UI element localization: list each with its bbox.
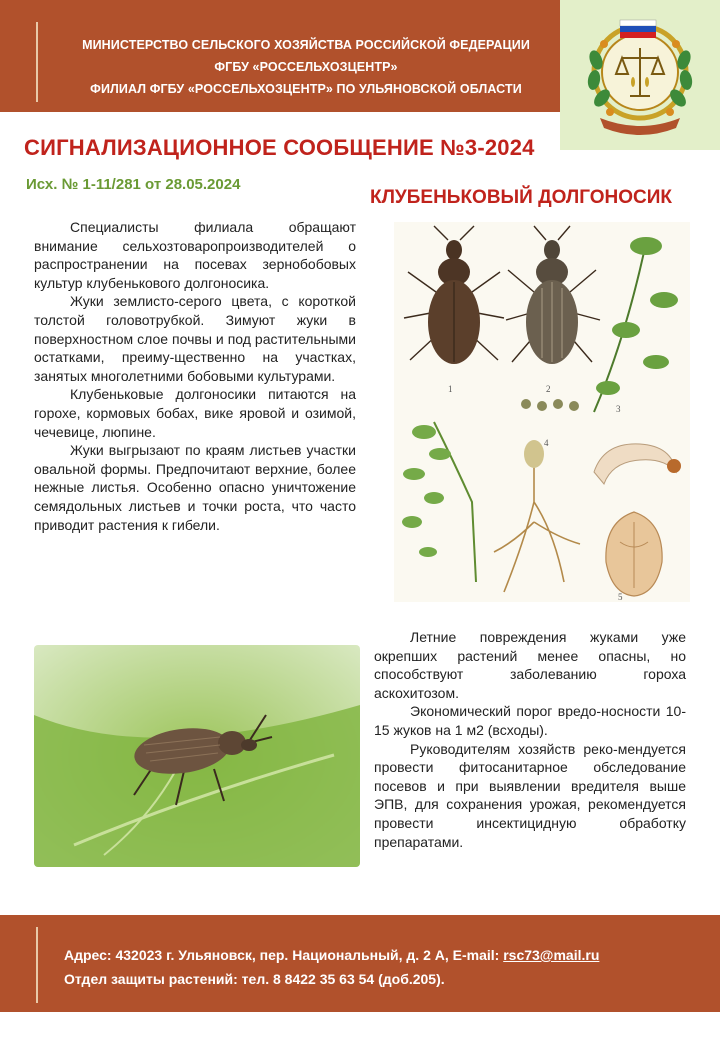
weevil-adult-1-icon — [404, 226, 504, 394]
figure-label-3: 3 — [616, 404, 621, 414]
eggs-icon — [521, 399, 579, 411]
pest-title: КЛУБЕНЬКОВЫЙ ДОЛГОНОСИК — [370, 187, 673, 208]
footer-divider — [36, 927, 38, 1003]
seedling-roots-icon — [402, 422, 580, 592]
russian-flag-icon — [620, 20, 656, 38]
pest-illustration-plate — [394, 222, 690, 602]
body-text-right — [374, 628, 686, 851]
figure-label-5: 5 — [618, 592, 623, 602]
header-organization — [46, 34, 566, 100]
weevil-photo — [34, 645, 360, 867]
paragraph-summer-damage: Летние повреждения жуками уже окрепших растений менее опасны, но способствуют заболеванию гороха аскохитозом. — [374, 629, 686, 701]
figure-label-2: 2 — [546, 384, 551, 394]
phone-line: Отдел защиты растений: тел. 8 8422 35 63 54 (доб.205). — [64, 971, 445, 987]
paragraph-damage: Жуки выгрызают по краям листьев участки овальной формы. Предпочитают верхние, более нежные листья. Особенно опасно уничтожение семядольных листьев и точки роста, что часто приводит растения к гибели. — [34, 442, 356, 533]
figure-label-4: 4 — [544, 438, 549, 448]
figure-label-1: 1 — [448, 384, 453, 394]
address-line — [64, 943, 599, 967]
paragraph-description: Жуки землисто-серого цвета, с короткой толстой головотрубкой. Зимуют жуки в поверхностном слое почвы и под растительными остатками, преиму-щественно на участках, занятых многолетними бобовыми культурами. — [34, 293, 356, 384]
pupa-icon — [606, 512, 662, 602]
reference-number: Исх. № 1-11/281 от 28.05.2024 — [26, 176, 241, 193]
damaged-leaf-sprig-icon — [594, 237, 678, 414]
paragraph-hosts: Клубеньковые долгоносики питаются на горохе, кормовых бобах, вике яровой и озимой, чечевице, люпине. — [34, 386, 356, 440]
header-ministry: МИНИСТЕРСТВО СЕЛЬСКОГО ХОЗЯЙСТВА РОССИЙСКОЙ ФЕДЕРАЦИИ — [82, 38, 530, 52]
body-text-left — [34, 218, 356, 534]
rosselhozcenter-emblem — [560, 0, 720, 150]
footer-contacts — [64, 943, 599, 991]
larva-icon — [594, 444, 681, 484]
paragraph-recommendation: Руководителям хозяйств реко-мендуется провести фитосанитарное обследование посевов и при выявлении вредителя выше ЭПВ, для сохранения урожая, рекомендуется провести инсектицидную обработку препаратами. — [374, 740, 686, 850]
header-divider — [36, 22, 38, 102]
message-title: СИГНАЛИЗАЦИОННОЕ СООБЩЕНИЕ №3-2024 — [24, 135, 535, 160]
email-link[interactable]: rsc73@mail.ru — [503, 947, 600, 963]
weevil-adult-2-icon — [506, 226, 600, 394]
emblem-logo — [560, 0, 720, 150]
address-text: Адрес: 432023 г. Ульяновск, пер. Национальный, д. 2 А, E-mail: — [64, 947, 504, 963]
footer-band — [0, 915, 720, 1012]
paragraph-intro: Специалисты филиала обращают внимание сельхозтоваропроизводителей о распространении на посевах зернобобовых культур клубенькового долгоносика. — [34, 219, 356, 291]
header-branch: ФИЛИАЛ ФГБУ «РОССЕЛЬХОЗЦЕНТР» ПО УЛЬЯНОВСКОЙ ОБЛАСТИ — [90, 82, 522, 96]
weevil-on-leaf-image — [34, 645, 360, 867]
paragraph-threshold: Экономический порог вредо-носности 10-15 жуков на 1 м2 (всходы). — [374, 703, 686, 738]
header-agency: ФГБУ «РОССЕЛЬХОЗЦЕНТР» — [214, 60, 398, 74]
weevil-life-stages-image — [394, 222, 690, 602]
